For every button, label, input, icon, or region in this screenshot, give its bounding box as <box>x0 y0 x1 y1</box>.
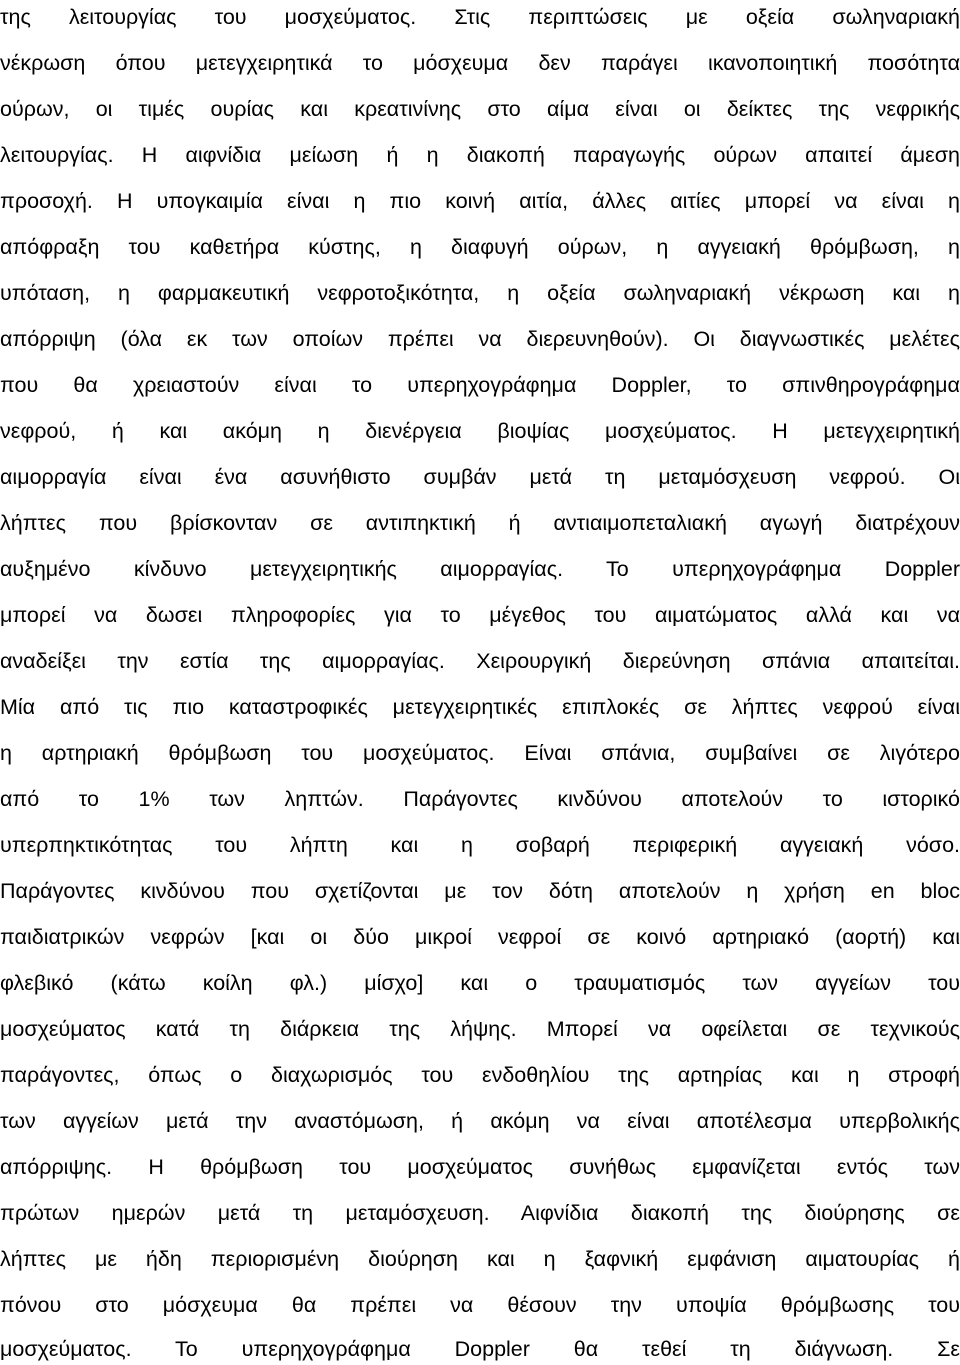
text-line: πόνου στο μόσχευμα θα πρέπει να θέσουν την υποψία θρόμβωσης του <box>0 1293 960 1317</box>
text-line: μοσχεύματος. Το υπερηχογράφημα Doppler θα τεθεί τη διάγνωση. Σε <box>0 1337 960 1361</box>
text-line: παιδιατρικών νεφρών [και οι δύο μικροί νεφροί σε κοινό αρτηριακό (αορτή) και <box>0 925 960 949</box>
text-line: αιμορραγία είναι ένα ασυνήθιστο συμβάν μετά τη μεταμόσχευση νεφρού. Οι <box>0 465 960 489</box>
text-line: Μία από τις πιο καταστροφικές μετεγχειρητικές επιπλοκές σε λήπτες νεφρού είναι <box>0 695 960 719</box>
text-line: η αρτηριακή θρόμβωση του μοσχεύματος. Είναι σπάνια, συμβαίνει σε λιγότερο <box>0 741 960 765</box>
text-line: απόρριψη (όλα εκ των οποίων πρέπει να διερευνηθούν). Οι διαγνωστικές μελέτες <box>0 327 960 351</box>
text-line: απόρριψης. Η θρόμβωση του μοσχεύματος συνήθως εμφανίζεται εντός των <box>0 1155 960 1179</box>
text-line: Παράγοντες κινδύνου που σχετίζονται με τον δότη αποτελούν η χρήση en bloc <box>0 879 960 903</box>
text-line: πρώτων ημερών μετά τη μεταμόσχευση. Αιφνίδια διακοπή της διούρησης σε <box>0 1201 960 1225</box>
text-line: φλεβικό (κάτω κοίλη φλ.) μίσχο] και ο τραυματισμός των αγγείων του <box>0 971 960 995</box>
text-line: υπερπηκτικότητας του λήπτη και η σοβαρή περιφερική αγγειακή νόσο. <box>0 833 960 857</box>
text-line: υπόταση, η φαρμακευτική νεφροτοξικότητα, η οξεία σωληναριακή νέκρωση και η <box>0 281 960 305</box>
text-line: αναδείξει την εστία της αιμορραγίας. Χειρουργική διερεύνηση σπάνια απαιτείται. <box>0 649 960 673</box>
text-line: μπορεί να δωσει πληροφορίες για το μέγεθος του αιματώματος αλλά και να <box>0 603 960 627</box>
text-line: λήπτες με ήδη περιορισμένη διούρηση και η ξαφνική εμφάνιση αιματουρίας ή <box>0 1247 960 1271</box>
text-line: λήπτες που βρίσκονταν σε αντιπηκτική ή αντιαιμοπεταλιακή αγωγή διατρέχουν <box>0 511 960 535</box>
text-line: από το 1% των ληπτών. Παράγοντες κινδύνου αποτελούν το ιστορικό <box>0 787 960 811</box>
text-line: προσοχή. Η υπογκαιμία είναι η πιο κοινή αιτία, άλλες αιτίες μπορεί να είναι η <box>0 189 960 213</box>
text-line: αυξημένο κίνδυνο μετεγχειρητικής αιμορραγίας. Το υπερηχογράφημα Doppler <box>0 557 960 581</box>
text-line: που θα χρειαστούν είναι το υπερηχογράφημα Doppler, το σπινθηρογράφημα <box>0 373 960 397</box>
text-line: των αγγείων μετά την αναστόμωση, ή ακόμη να είναι αποτέλεσμα υπερβολικής <box>0 1109 960 1133</box>
text-line: παράγοντες, όπως ο διαχωρισμός του ενδοθηλίου της αρτηρίας και η στροφή <box>0 1063 960 1087</box>
text-line: νεφρού, ή και ακόμη η διενέργεια βιοψίας μοσχεύματος. Η μετεγχειρητική <box>0 419 960 443</box>
text-line: μοσχεύματος κατά τη διάρκεια της λήψης. Μπορεί να οφείλεται σε τεχνικούς <box>0 1017 960 1041</box>
text-line: ούρων, οι τιμές ουρίας και κρεατινίνης στο αίμα είναι οι δείκτες της νεφρικής <box>0 97 960 121</box>
text-line: λειτουργίας. Η αιφνίδια μείωση ή η διακοπή παραγωγής ούρων απαιτεί άμεση <box>0 143 960 167</box>
text-line: της λειτουργίας του μοσχεύματος. Στις περιπτώσεις με οξεία σωληναριακή <box>0 5 960 29</box>
text-line: νέκρωση όπου μετεγχειρητικά το μόσχευμα δεν παράγει ικανοποιητική ποσότητα <box>0 51 960 75</box>
text-line: απόφραξη του καθετήρα κύστης, η διαφυγή ούρων, η αγγειακή θρόμβωση, η <box>0 235 960 259</box>
